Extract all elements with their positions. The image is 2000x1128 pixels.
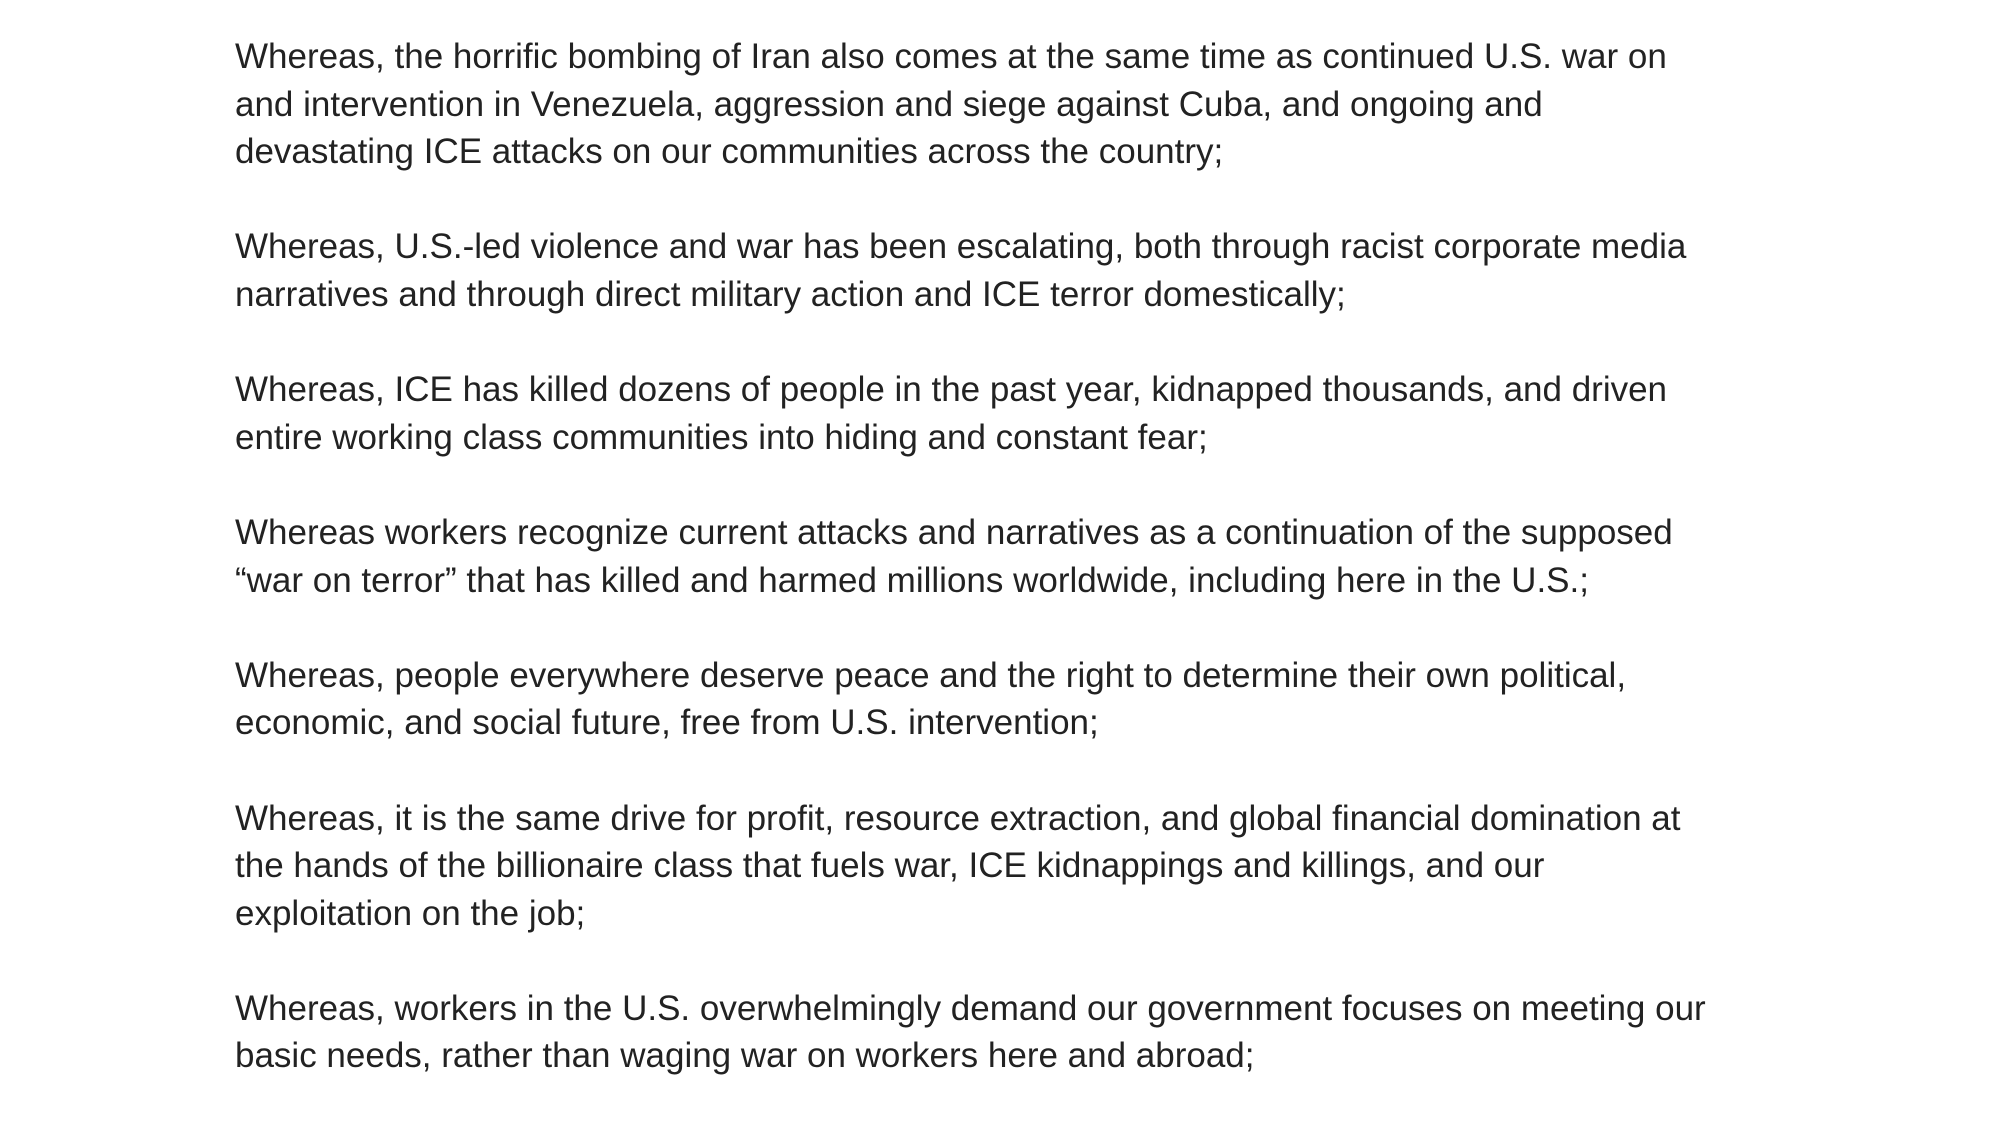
text-line: exploitation on the job; [235,893,586,933]
text-line: Whereas, ICE has killed dozens of people in the past year, kidnapped thousands, and driven [235,370,1668,410]
paragraph-us-led-violence [235,223,1775,318]
text-line: Whereas workers recognize current attacks and narratives as a continuation of the supposed [235,512,1673,552]
text-line: economic, and social future, free from U.S. intervention; [235,703,1099,743]
paragraph-iran-bombing [235,33,1775,176]
text-line: Whereas, people everywhere deserve peace and the right to determine their own political, [235,655,1627,695]
text-line: devastating ICE attacks on our communities across the country; [235,132,1224,172]
text-line: Whereas, it is the same drive for profit, resource extraction, and global financial domination at [235,798,1681,838]
text-line: basic needs, rather than waging war on workers here and abroad; [235,1036,1255,1076]
text-line: Whereas, U.S.-led violence and war has been escalating, both through racist corporate media [235,227,1687,267]
paragraph-profit-drive [235,795,1775,938]
text-line: “war on terror” that has killed and harmed millions worldwide, including here in the U.S.; [235,560,1589,600]
paragraph-self-determination [235,652,1775,747]
text-line: narratives and through direct military action and ICE terror domestically; [235,274,1346,314]
text-line: the hands of the billionaire class that fuels war, ICE kidnappings and killings, and our [235,846,1545,886]
text-line: and intervention in Venezuela, aggression and siege against Cuba, and ongoing and [235,84,1543,124]
paragraph-ice-killings [235,366,1775,461]
text-line: Whereas, the horrific bombing of Iran also comes at the same time as continued U.S. war on [235,37,1667,76]
text-line: Whereas, workers in the U.S. overwhelmingly demand our government focuses on meeting our [235,988,1706,1028]
text-line: entire working class communities into hiding and constant fear; [235,417,1208,457]
paragraph-workers-demand [235,985,1775,1080]
paragraph-war-on-terror [235,509,1775,604]
document-body [235,33,1775,1128]
